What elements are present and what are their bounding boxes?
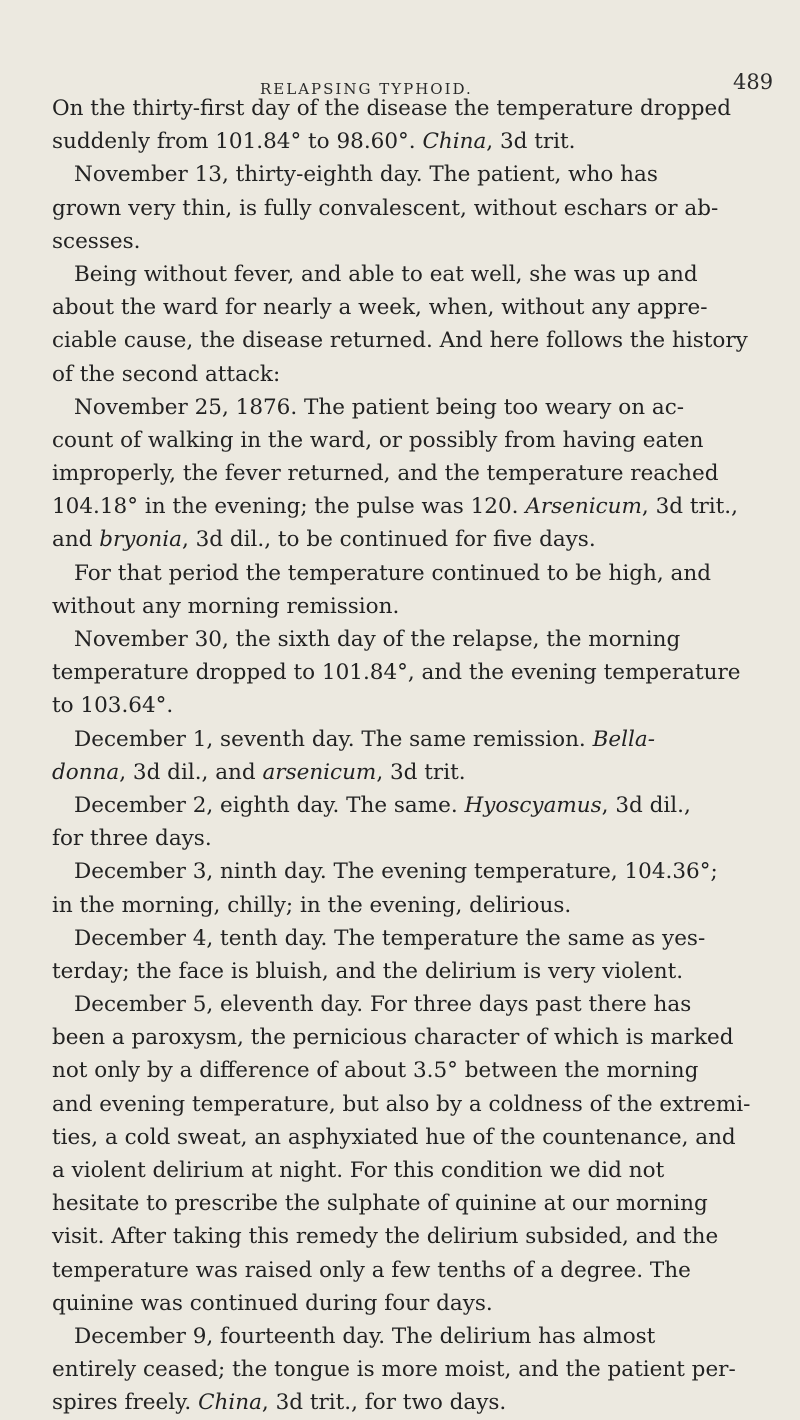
remedy-name: China <box>198 1390 262 1416</box>
text-line: not only by a difference of about 3.5° between the morning <box>52 1058 699 1084</box>
text-line: suddenly from 101.84° to 98.60°. China, 3d trit. <box>52 129 576 155</box>
text-line: November 13, thirty-eighth day. The patient, who has <box>74 162 658 188</box>
text-line: December 9, fourteenth day. The delirium has almost <box>74 1323 656 1349</box>
text-line: and evening temperature, but also by a coldness of the extremi- <box>52 1091 751 1117</box>
text-line: entirely ceased; the tongue is more moist, and the patient per- <box>52 1357 736 1383</box>
text-line: December 5, eleventh day. For three days past there has <box>74 992 692 1018</box>
text-line: for three days. <box>52 826 212 852</box>
text-line: December 4, tenth day. The temperature the same as yes- <box>74 925 706 951</box>
text-line: Being without fever, and able to eat well, she was up and <box>74 261 698 287</box>
remedy-name: donna <box>52 759 120 785</box>
text-line: On the thirty-first day of the disease the temperature dropped <box>52 96 732 121</box>
text-line: For that period the temperature continued to be high, and <box>74 560 711 586</box>
text-line: hesitate to prescribe the sulphate of quinine at our morning <box>52 1191 708 1217</box>
text-line: November 30, the sixth day of the relapse, the morning <box>74 627 681 652</box>
text-line: visit. After taking this remedy the delirium subsided, and the <box>52 1224 719 1250</box>
remedy-name: China <box>422 129 487 155</box>
text-line: December 1, seventh day. The same remission. Bella- <box>74 726 655 752</box>
text-line: in the morning, chilly; in the evening, delirious. <box>52 892 572 918</box>
text-line: 104.18° in the evening; the pulse was 120. Arsenicum, 3d trit., <box>52 494 738 520</box>
text-line: been a paroxysm, the pernicious character of which is marked <box>52 1025 734 1051</box>
text-line: of the second attack: <box>52 361 281 387</box>
text-line: to 103.64°. <box>52 693 174 719</box>
text-line: improperly, the fever returned, and the temperature reached <box>52 461 719 487</box>
text-line: terday; the face is bluish, and the delirium is very violent. <box>52 958 684 984</box>
remedy-name: bryonia <box>99 527 182 553</box>
text-line: spires freely. China, 3d trit., for two days. <box>52 1390 507 1416</box>
running-title: RELAPSING TYPHOID. <box>260 80 473 98</box>
text-line: December 3, ninth day. The evening temperature, 104.36°; <box>74 859 718 885</box>
body-text <box>52 92 792 1420</box>
text-line: temperature dropped to 101.84°, and the evening temperature <box>52 660 741 686</box>
text-line: grown very thin, is fully convalescent, without eschars or ab- <box>52 195 719 221</box>
text-line: a violent delirium at night. For this condition we did not <box>52 1158 665 1183</box>
text-line: about the ward for nearly a week, when, without any appre- <box>52 295 708 321</box>
remedy-name: arsenicum <box>262 759 377 785</box>
text-line: temperature was raised only a few tenths of a degree. The <box>52 1257 691 1283</box>
text-line: without any morning remission. <box>52 593 400 619</box>
text-line: scesses. <box>52 228 141 254</box>
text-line: donna, 3d dil., and arsenicum, 3d trit. <box>52 759 466 785</box>
text-line: quinine was continued during four days. <box>52 1290 493 1316</box>
text-line: and bryonia, 3d dil., to be continued for five days. <box>52 527 596 553</box>
page-number: 489 <box>733 70 774 94</box>
remedy-name: Hyoscyamus <box>464 792 602 818</box>
text-line: ties, a cold sweat, an asphyxiated hue of the countenance, and <box>52 1124 736 1150</box>
text-line: count of walking in the ward, or possibly from having eaten <box>52 427 704 453</box>
text-line: December 2, eighth day. The same. Hyoscyamus, 3d dil., <box>74 792 691 818</box>
text-line: November 25, 1876. The patient being too weary on ac- <box>74 394 685 420</box>
text-line: ciable cause, the disease returned. And here follows the history <box>52 328 748 354</box>
remedy-name: Bella- <box>592 726 655 752</box>
remedy-name: Arsenicum <box>525 494 642 520</box>
